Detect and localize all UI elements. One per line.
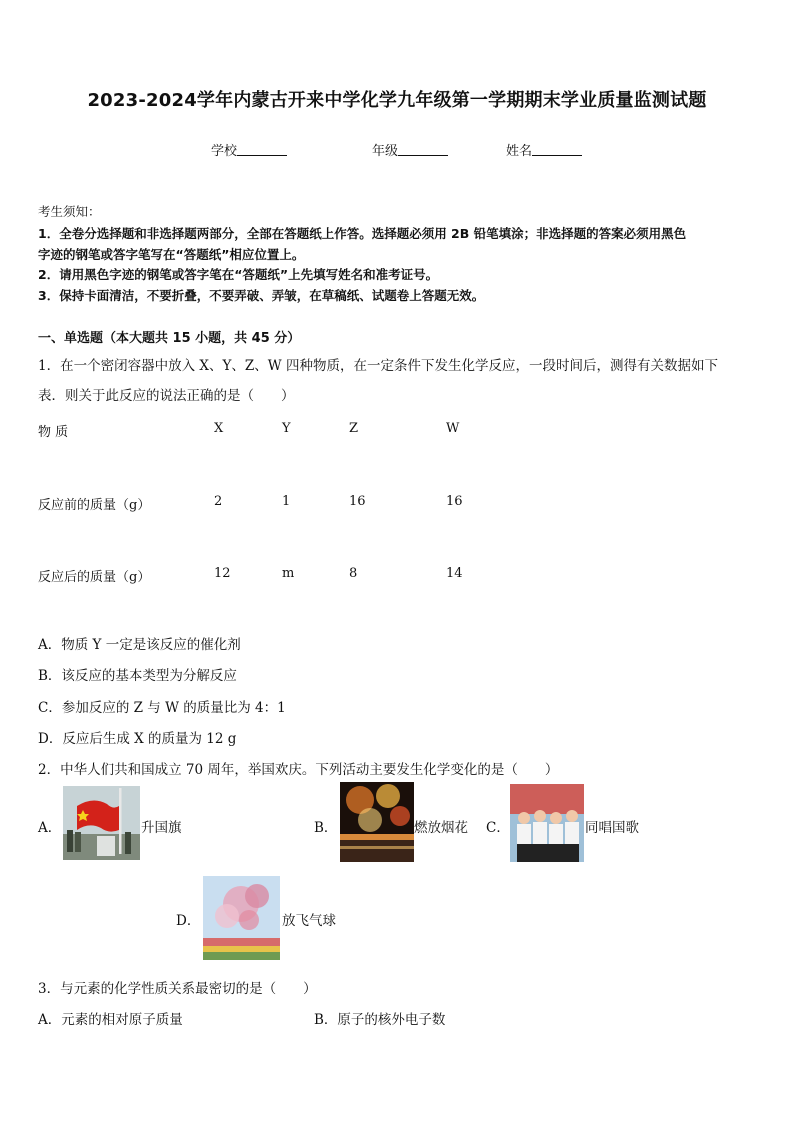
table-header-cell: W: [446, 421, 460, 436]
option-d: D．反应后生成 X 的质量为 12 g: [38, 731, 237, 747]
notice-item: 2．请用黑色字迹的钢笔或答字笔在“答题纸”上先填写姓名和准考证号。: [38, 267, 439, 282]
table-cell: 16: [446, 494, 463, 509]
q2-option-b-letter: B．: [314, 820, 338, 836]
grade-label: 年级: [372, 144, 399, 159]
q3-option-b: B．原子的核外电子数: [314, 1012, 446, 1028]
table-cell: 2: [214, 494, 223, 509]
grade-blank: [398, 142, 448, 156]
notice-item: 1．全卷分选择题和非选择题两部分，全部在答题纸上作答。选择题必须用 2B 铅笔填涂；非选择题的答案必须用黑色: [38, 226, 687, 241]
question-2-stem: 2．中华人们共和国成立 70 周年，举国欢庆。下列活动主要发生化学变化的是（ ）: [38, 762, 559, 778]
school-label: 学校: [211, 144, 238, 159]
q2-option-c-letter: C．: [486, 820, 510, 836]
singing-anthem-picture: [510, 784, 584, 862]
section-heading: 一、单选题（本大题共 15 小题，共 45 分）: [38, 331, 301, 346]
table-header-cell: Z: [349, 421, 359, 436]
name-field: [506, 140, 582, 159]
table-header-cell: Y: [282, 421, 291, 436]
q2-option-a-letter: A．: [38, 820, 62, 836]
notice-heading: 考生须知：: [38, 204, 101, 219]
q2-option-b-text: 燃放烟花: [414, 820, 468, 836]
table-cell: 反应前的质量（g）: [38, 498, 151, 513]
notice-item: 字迹的钢笔或答字笔写在“答题纸”相应位置上。: [38, 247, 305, 262]
table-cell: m: [282, 566, 295, 581]
question-1-stem-line2: 表．则关于此反应的说法正确的是（ ）: [38, 388, 295, 404]
option-c: C．参加反应的 Z 与 W 的质量比为 4：1: [38, 700, 286, 716]
table-cell: 1: [282, 494, 291, 509]
school-blank: [237, 142, 287, 156]
table-cell: 8: [349, 566, 358, 581]
table-cell: 12: [214, 566, 231, 581]
school-field: [211, 140, 287, 159]
page-title: 2023-2024学年内蒙古开来中学化学九年级第一学期期末学业质量监测试题: [87, 90, 707, 111]
notice-item: 3．保持卡面清洁，不要折叠，不要弄破、弄皱，在草稿纸、试题卷上答题无效。: [38, 288, 485, 303]
option-a: A．物质 Y 一定是该反应的催化剂: [38, 637, 241, 653]
grade-field: [372, 140, 448, 159]
table-header-cell: X: [214, 421, 224, 436]
option-b: B．该反应的基本类型为分解反应: [38, 668, 237, 684]
balloons-picture: [203, 876, 280, 960]
q2-option-d-text: 放飞气球: [282, 913, 336, 929]
name-blank: [532, 142, 582, 156]
q3-option-a: A．元素的相对原子质量: [38, 1012, 183, 1028]
q2-option-d-letter: D．: [176, 913, 201, 929]
q2-option-c-text: 同唱国歌: [585, 820, 639, 836]
fireworks-picture: [340, 782, 414, 862]
table-header-cell: 物 质: [38, 425, 69, 440]
flag-raising-picture: [63, 786, 140, 860]
question-1-stem-line1: 1．在一个密闭容器中放入 X、Y、Z、W 四种物质，在一定条件下发生化学反应，一段时间后，测得有关数据如下: [38, 358, 718, 374]
question-3-stem: 3．与元素的化学性质关系最密切的是（ ）: [38, 981, 317, 997]
table-cell: 反应后的质量（g）: [38, 570, 151, 585]
name-label: 姓名: [506, 144, 533, 159]
q2-option-a-text: 升国旗: [141, 820, 182, 836]
table-cell: 14: [446, 566, 463, 581]
table-cell: 16: [349, 494, 366, 509]
